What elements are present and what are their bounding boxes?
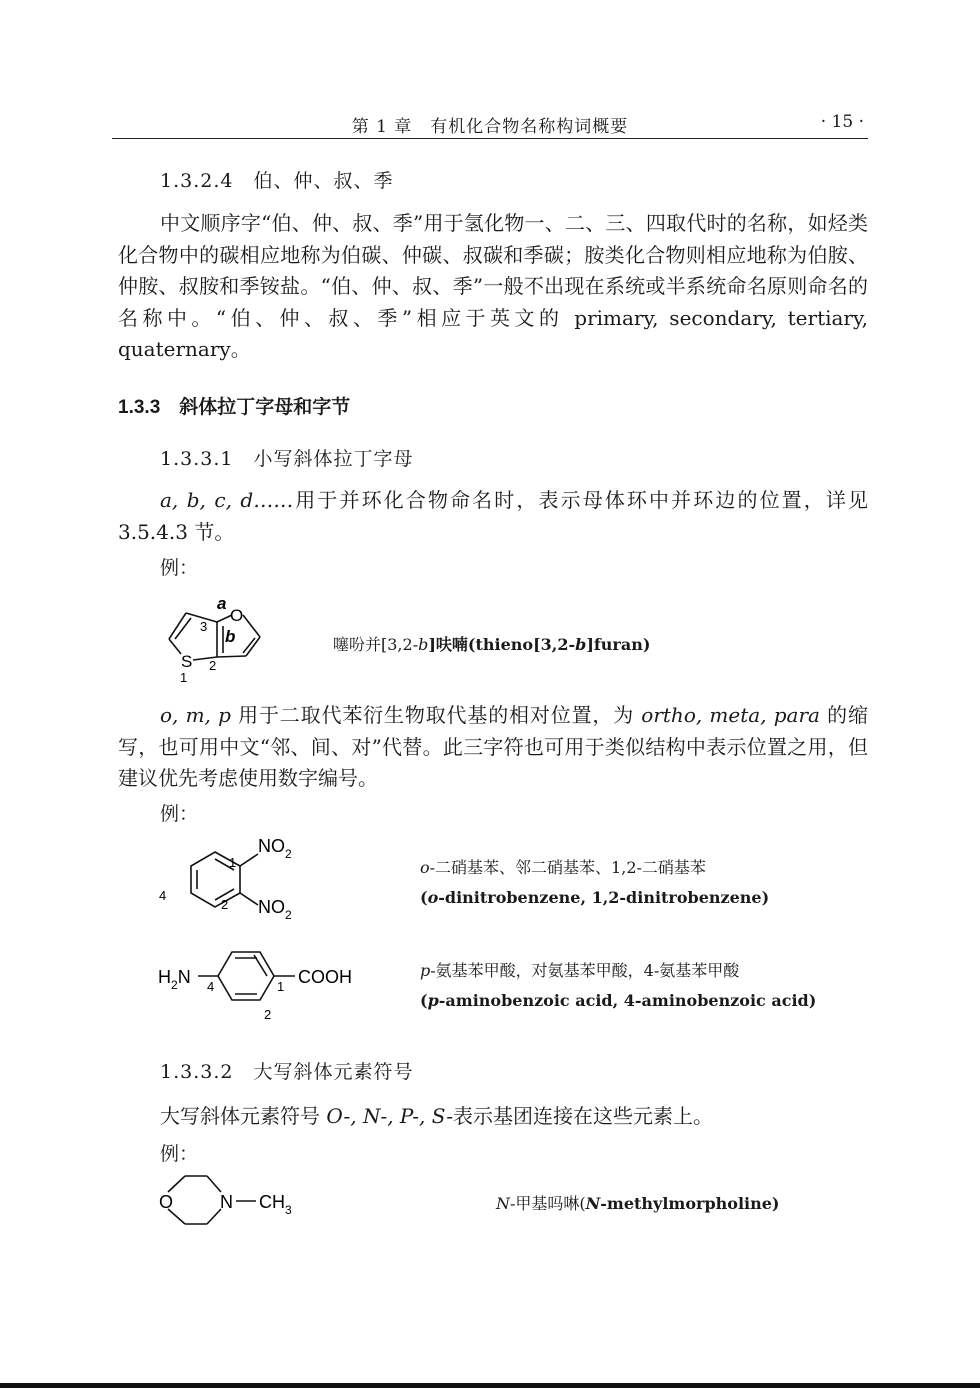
name-part: -methylmorpholine)	[600, 1194, 780, 1213]
oxygen-atom: O	[230, 606, 244, 625]
locant-3: 3	[200, 619, 208, 634]
page-header	[112, 108, 868, 139]
subsection-heading-1332: 1.3.3.2 大写斜体元素符号	[160, 1061, 414, 1083]
bond-label-a: a	[217, 594, 227, 613]
nitrogen-atom: N	[220, 1192, 233, 1212]
oxygen-atom: O	[159, 1192, 174, 1212]
name-part: -甲基吗啉(	[510, 1194, 586, 1213]
name-italic: o	[427, 888, 439, 907]
name-italic: p	[420, 961, 431, 980]
name-italic: o	[420, 858, 430, 877]
italic-element-symbols: O-, N-, P-, S-	[326, 1104, 453, 1128]
paragraph-text: 用于并环化合物命名时，表示母体环中并环边的位置，详见 3.5.4.3 节。	[118, 488, 869, 544]
paragraph-element-symbols	[160, 1101, 860, 1133]
locant-2: 2	[221, 897, 229, 912]
locant-1: 1	[229, 855, 237, 870]
sulfur-atom: S	[181, 652, 193, 671]
paragraph-omp	[118, 700, 868, 795]
dinitrobenzene-name-cn	[420, 855, 706, 878]
methylmorpholine-structure	[155, 1168, 315, 1232]
paragraph-text: 用于二取代苯衍生物取代基的相对位置，为	[230, 703, 642, 727]
carboxyl-group: COOH	[298, 967, 352, 987]
paragraph-primary-secondary: 中文顺序字“伯、仲、叔、季”用于氢化物一、二、三、四取代时的名称，如烃类化合物中的碳相应地称为伯碳、仲碳、叔碳和季碳；胺类化合物则相应地称为伯胺、仲胺、叔胺和季铵盐。“伯、仲、叔、季”一般不出现在系统或半系统命名原则命名的名称中。“伯、仲、叔、季”相应于英文的 primary, secondary, tertiary, quaternary。	[118, 211, 868, 361]
thienofuran-name	[333, 632, 650, 655]
example-label: 例：	[160, 1143, 199, 1165]
name-italic: N	[496, 1194, 510, 1213]
italic-letters: a, b, c, d……	[160, 488, 294, 512]
aminobenzoic-name-cn	[420, 958, 739, 981]
name-part: -dinitrobenzene, 1,2-dinitrobenzene)	[438, 888, 770, 907]
name-part: (	[420, 888, 428, 907]
name-italic: N	[585, 1194, 601, 1213]
name-part: ]呋喃(thieno[3,2-	[428, 635, 576, 654]
page-bottom-border	[0, 1383, 980, 1388]
methyl-group: $CH_3$	[259, 1192, 292, 1217]
subsection-heading-1331: 1.3.3.1 小写斜体拉丁字母	[160, 448, 414, 470]
name-part: -aminobenzoic acid, 4-aminobenzoic acid)	[438, 991, 817, 1010]
section-heading-133: 1.3.3 斜体拉丁字母和字节	[118, 397, 351, 418]
italic-ortho-meta-para: ortho, meta, para	[641, 703, 820, 727]
name-part: ]furan)	[586, 635, 651, 654]
example-label: 例：	[160, 557, 199, 579]
locant-4: 4	[207, 979, 215, 994]
aminobenzoic-name-en	[420, 991, 816, 1010]
paragraph-text: 大写斜体元素符号	[160, 1104, 327, 1128]
dinitrobenzene-name-en	[420, 888, 769, 907]
thienofuran-structure	[155, 590, 285, 690]
paragraph-text: 表示基团连接在这些元素上。	[452, 1104, 713, 1128]
locant-1: 1	[277, 979, 285, 994]
methylmorpholine-name	[496, 1191, 780, 1214]
chapter-title: 第 1 章 有机化合物名称构词概要	[351, 117, 629, 137]
nitro-group-bottom: $NO_2$	[258, 897, 292, 922]
example-label: 例：	[160, 803, 199, 825]
locant-1: 1	[180, 670, 188, 685]
italic-omp: o, m, p	[160, 703, 231, 727]
locant-2: 2	[264, 1007, 272, 1022]
subsection-heading-1324: 1.3.2.4 伯、仲、叔、季	[160, 170, 394, 192]
dinitrobenzene-structure	[155, 830, 305, 925]
name-italic: p	[427, 991, 439, 1010]
aminobenzoic-acid-structure	[150, 942, 370, 1024]
name-italic: b	[418, 635, 429, 654]
name-italic: b	[575, 635, 587, 654]
locant-2: 2	[209, 658, 217, 673]
amino-group: $H_2N$	[158, 967, 191, 992]
locant-4: 4	[159, 888, 167, 903]
paragraph-text: 的缩写，也可用中文“邻、间、对”代替。此三字符也可用于类似结构中表示位置之用，但建议优先考虑使用数字编号。	[118, 703, 868, 790]
paragraph-fused-ring-letters	[118, 485, 868, 548]
name-part: -二硝基苯、邻二硝基苯、1,2-二硝基苯	[429, 858, 706, 877]
bond-label-b: b	[225, 627, 236, 646]
nitro-group-top: $NO_2$	[258, 836, 292, 861]
name-part: (	[420, 991, 428, 1010]
name-part: -氨基苯甲酸，对氨基苯甲酸，4-氨基苯甲酸	[430, 961, 740, 980]
page-number: · 15 ·	[820, 112, 864, 132]
name-part: 噻吩并[3,2-	[333, 635, 419, 654]
